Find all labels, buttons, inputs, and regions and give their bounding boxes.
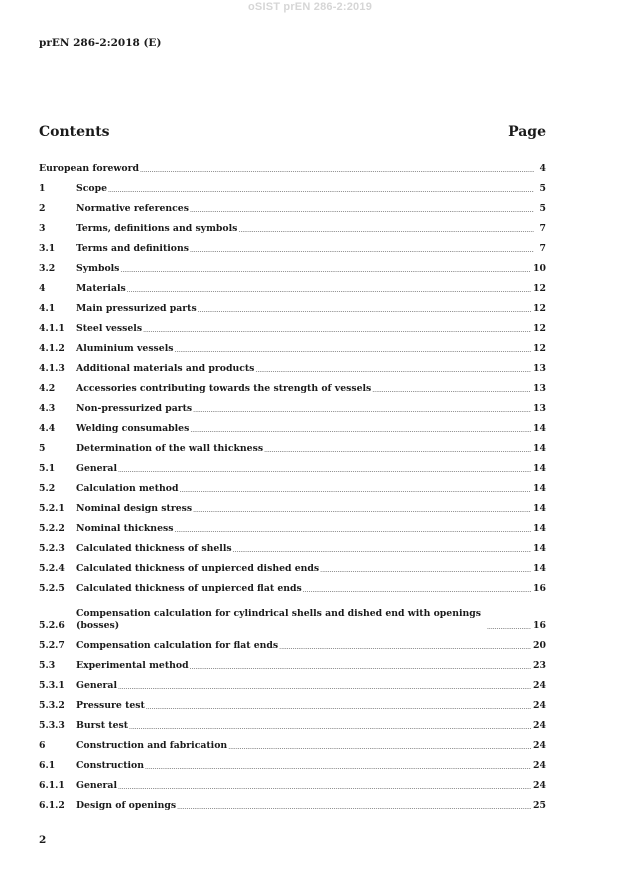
- toc-entry[interactable]: [39, 516, 546, 536]
- toc-entry-page: 12: [533, 323, 546, 334]
- toc-entry[interactable]: [39, 356, 546, 376]
- toc-entry-page: 14: [533, 503, 546, 514]
- dot-leader: [118, 466, 531, 475]
- dot-leader: [177, 803, 531, 812]
- toc-entry[interactable]: [39, 633, 546, 653]
- toc-entry-number: 1: [39, 183, 46, 194]
- toc-entry-page: 16: [533, 620, 546, 631]
- toc-entry[interactable]: [39, 576, 546, 596]
- toc-entry[interactable]: [39, 276, 546, 296]
- dot-leader: [174, 346, 531, 355]
- document-id: prEN 286-2:2018 (E): [39, 37, 162, 49]
- toc-entry-body: [76, 343, 546, 355]
- toc-entry-page: 24: [533, 760, 546, 771]
- toc-entry-title: European foreword: [39, 163, 139, 174]
- toc-entry[interactable]: [39, 176, 546, 196]
- toc-entry-page: 7: [539, 223, 546, 234]
- toc-entry-body: [76, 700, 546, 712]
- toc-entry-title: Main pressurized parts: [76, 303, 197, 314]
- toc-entry-title: Symbols: [76, 263, 120, 274]
- toc-entry-body: [76, 263, 546, 275]
- toc-entry[interactable]: [39, 733, 546, 753]
- toc-entry-number: 3: [39, 223, 46, 234]
- page-column-label: Page: [508, 124, 546, 140]
- toc-entry-page: 14: [533, 563, 546, 574]
- dot-leader: [320, 566, 531, 575]
- toc-entry-number: 2: [39, 203, 46, 214]
- toc-entry[interactable]: [39, 753, 546, 773]
- toc-entry[interactable]: [39, 376, 546, 396]
- dot-leader: [190, 246, 534, 255]
- toc-entry-title: General: [76, 680, 117, 691]
- toc-entry-title: Construction: [76, 760, 144, 771]
- dot-leader: [127, 286, 531, 295]
- toc-entry-number: 6.1: [39, 760, 56, 771]
- toc-entry-body: [76, 223, 546, 235]
- toc-entry-number: 5: [39, 443, 46, 454]
- toc-entry[interactable]: [39, 456, 546, 476]
- toc-entry-title: Experimental method: [76, 660, 189, 671]
- toc-entry[interactable]: [39, 713, 546, 733]
- dot-leader: [145, 763, 531, 772]
- toc-entry-title: Calculated thickness of unpierced dished ends: [76, 563, 320, 574]
- dot-leader: [143, 326, 531, 335]
- toc-entry-page: 13: [533, 363, 546, 374]
- toc-entry[interactable]: [39, 536, 546, 556]
- toc-entry-page: 24: [533, 780, 546, 791]
- toc-entry-title: Terms and definitions: [76, 243, 189, 254]
- toc-entry-number: 5.2.3: [39, 543, 65, 554]
- toc-entry-title: Nominal design stress: [76, 503, 193, 514]
- toc-entry-body: [76, 183, 546, 195]
- toc-entry-number: 5.2.1: [39, 503, 65, 514]
- toc-entry-number: 6.1.1: [39, 780, 65, 791]
- toc-entry-number: 5.3.1: [39, 680, 65, 691]
- toc-entry[interactable]: [39, 156, 546, 176]
- toc-entry-title: Determination of the wall thickness: [76, 443, 264, 454]
- dot-leader: [108, 186, 534, 195]
- dot-leader: [279, 643, 531, 652]
- toc-entry-title: General: [76, 463, 117, 474]
- dot-leader: [120, 266, 531, 275]
- toc-entry-number: 5.2.5: [39, 583, 65, 594]
- toc-entry[interactable]: [39, 556, 546, 576]
- toc-entry[interactable]: [39, 296, 546, 316]
- toc-entry-number: 4: [39, 283, 46, 294]
- toc-entry-body: [76, 608, 546, 632]
- toc-entry-title: General: [76, 780, 117, 791]
- dot-leader: [193, 506, 531, 515]
- toc-entry[interactable]: [39, 653, 546, 673]
- toc-entry[interactable]: [39, 476, 546, 496]
- toc-entry-body: [76, 363, 546, 375]
- toc-entry-title: Materials: [76, 283, 126, 294]
- dot-leader: [238, 226, 534, 235]
- toc-entry-number: 6: [39, 740, 46, 751]
- dot-leader: [190, 663, 531, 672]
- toc-entry-page: 24: [533, 720, 546, 731]
- toc-entry[interactable]: [39, 436, 546, 456]
- dot-leader: [487, 623, 531, 632]
- toc-entry-body: [76, 403, 546, 415]
- toc-entry-number: 4.1.3: [39, 363, 65, 374]
- toc-entry[interactable]: [39, 416, 546, 436]
- toc-entry-body: [76, 720, 546, 732]
- toc-entry-page: 5: [539, 183, 546, 194]
- toc-entry-number: 5.3.3: [39, 720, 65, 731]
- toc-entry-title: Compensation calculation for flat ends: [76, 640, 279, 651]
- toc-entry-title: Steel vessels: [76, 323, 143, 334]
- page-number: 2: [39, 834, 47, 846]
- toc-entry-body: [76, 660, 546, 672]
- toc-entry-title: Aluminium vessels: [76, 343, 174, 354]
- toc-entry-body: [76, 800, 546, 812]
- toc-entry-number: 3.2: [39, 263, 56, 274]
- toc-entry-page: 14: [533, 483, 546, 494]
- toc-entry-title: Design of openings: [76, 800, 177, 811]
- toc-entry-title: Accessories contributing towards the strength of vessels: [76, 383, 372, 394]
- toc-entry-page: 24: [533, 680, 546, 691]
- toc-entry-page: 24: [533, 700, 546, 711]
- toc-entry-title: Pressure test: [76, 700, 145, 711]
- toc-entry[interactable]: [39, 256, 546, 276]
- toc-entry-number: 3.1: [39, 243, 56, 254]
- toc-entry-body: [76, 680, 546, 692]
- toc-entry-body: [76, 303, 546, 315]
- toc-entry-page: 14: [533, 423, 546, 434]
- toc-entry-body: [76, 203, 546, 215]
- toc-entry-body: [76, 583, 546, 595]
- toc-entry-body: [76, 563, 546, 575]
- dot-leader: [179, 486, 531, 495]
- toc-entry-page: 14: [533, 543, 546, 554]
- dot-leader: [198, 306, 531, 315]
- toc-entry-number: 5.3: [39, 660, 56, 671]
- contents-title: Contents: [39, 124, 110, 140]
- toc-entry-title: Non-pressurized parts: [76, 403, 193, 414]
- toc-entry-body: [39, 163, 546, 175]
- dot-leader: [190, 426, 531, 435]
- dot-leader: [303, 586, 531, 595]
- toc-entry-body: [76, 463, 546, 475]
- toc-entry-page: 24: [533, 740, 546, 751]
- toc-entry-number: 5.2.4: [39, 563, 65, 574]
- toc-entry-number: 5.2.7: [39, 640, 65, 651]
- toc-entry-number: 5.3.2: [39, 700, 65, 711]
- toc-entry-title: Burst test: [76, 720, 129, 731]
- toc-entry-title: Nominal thickness: [76, 523, 174, 534]
- toc-entry-page: 12: [533, 283, 546, 294]
- toc-entry[interactable]: [39, 793, 546, 813]
- dot-leader: [193, 406, 531, 415]
- toc-entry-number: 4.1.2: [39, 343, 65, 354]
- dot-leader: [118, 683, 531, 692]
- toc-entry-number: 4.1: [39, 303, 56, 314]
- toc-entry[interactable]: [39, 196, 546, 216]
- toc-entry-body: [76, 443, 546, 455]
- toc-entry-page: 16: [533, 583, 546, 594]
- toc-entry-title: Calculated thickness of unpierced flat ends: [76, 583, 302, 594]
- toc-entry-body: [76, 760, 546, 772]
- toc-entry-page: 7: [539, 243, 546, 254]
- toc-entry-page: 12: [533, 303, 546, 314]
- toc-entry[interactable]: [39, 773, 546, 793]
- toc-entry-page: 14: [533, 523, 546, 534]
- toc-entry-number: 4.2: [39, 383, 56, 394]
- toc-entry-number: 4.1.1: [39, 323, 65, 334]
- toc-entry-page: 4: [539, 163, 546, 174]
- toc-entry-number: 6.1.2: [39, 800, 65, 811]
- dot-leader: [372, 386, 531, 395]
- toc-entry-body: [76, 483, 546, 495]
- toc-entry[interactable]: [39, 336, 546, 356]
- toc-entry-body: [76, 523, 546, 535]
- toc-entry-body: [76, 543, 546, 555]
- table-of-contents: [39, 156, 546, 813]
- toc-entry-body: [76, 383, 546, 395]
- toc-entry-title: Normative references: [76, 203, 189, 214]
- toc-entry-title: Construction and fabrication: [76, 740, 228, 751]
- toc-entry-body: [76, 423, 546, 435]
- watermark: oSIST prEN 286-2:2019: [247, 1, 373, 13]
- toc-entry-page: 14: [533, 463, 546, 474]
- toc-entry-page: 5: [539, 203, 546, 214]
- toc-entry-body: [76, 640, 546, 652]
- toc-entry-page: 12: [533, 343, 546, 354]
- toc-entry-number: 5.2.2: [39, 523, 65, 534]
- dot-leader: [190, 206, 534, 215]
- toc-entry-page: 13: [533, 403, 546, 414]
- toc-entry-body: [76, 780, 546, 792]
- toc-entry-body: [76, 323, 546, 335]
- toc-entry-page: 20: [533, 640, 546, 651]
- toc-entry-page: 10: [533, 263, 546, 274]
- dot-leader: [255, 366, 531, 375]
- toc-entry[interactable]: [39, 216, 546, 236]
- toc-entry-page: 23: [533, 660, 546, 671]
- toc-entry-page: 14: [533, 443, 546, 454]
- dot-leader: [233, 546, 531, 555]
- toc-entry-title: Calculated thickness of shells: [76, 543, 232, 554]
- toc-entry-number: 5.2.6: [39, 620, 65, 631]
- toc-entry[interactable]: [39, 316, 546, 336]
- toc-entry-body: [76, 740, 546, 752]
- toc-entry-number: 5.2: [39, 483, 56, 494]
- toc-entry-title: Compensation calculation for cylindrical shells and dished end with openings (bosses): [76, 608, 481, 631]
- toc-entry-title: Additional materials and products: [76, 363, 255, 374]
- dot-leader: [129, 723, 531, 732]
- dot-leader: [174, 526, 531, 535]
- toc-entry-page: 25: [533, 800, 546, 811]
- toc-entry-number: 4.4: [39, 423, 56, 434]
- toc-entry[interactable]: [39, 396, 546, 416]
- toc-entry-title: Terms, definitions and symbols: [76, 223, 238, 234]
- toc-entry-number: 4.3: [39, 403, 56, 414]
- toc-entry-body: [76, 503, 546, 515]
- toc-entry[interactable]: [39, 693, 546, 713]
- dot-leader: [264, 446, 531, 455]
- toc-entry[interactable]: [39, 596, 546, 633]
- dot-leader: [146, 703, 531, 712]
- toc-entry[interactable]: [39, 673, 546, 693]
- contents-header: [39, 124, 546, 140]
- toc-entry-title: Scope: [76, 183, 107, 194]
- toc-entry-body: [76, 243, 546, 255]
- toc-entry-page: 13: [533, 383, 546, 394]
- dot-leader: [118, 783, 531, 792]
- dot-leader: [228, 743, 531, 752]
- dot-leader: [140, 166, 534, 175]
- toc-entry-number: 5.1: [39, 463, 56, 474]
- toc-entry-body: [76, 283, 546, 295]
- toc-entry[interactable]: [39, 236, 546, 256]
- toc-entry[interactable]: [39, 496, 546, 516]
- toc-entry-title: Welding consumables: [76, 423, 190, 434]
- toc-entry-title: Calculation method: [76, 483, 179, 494]
